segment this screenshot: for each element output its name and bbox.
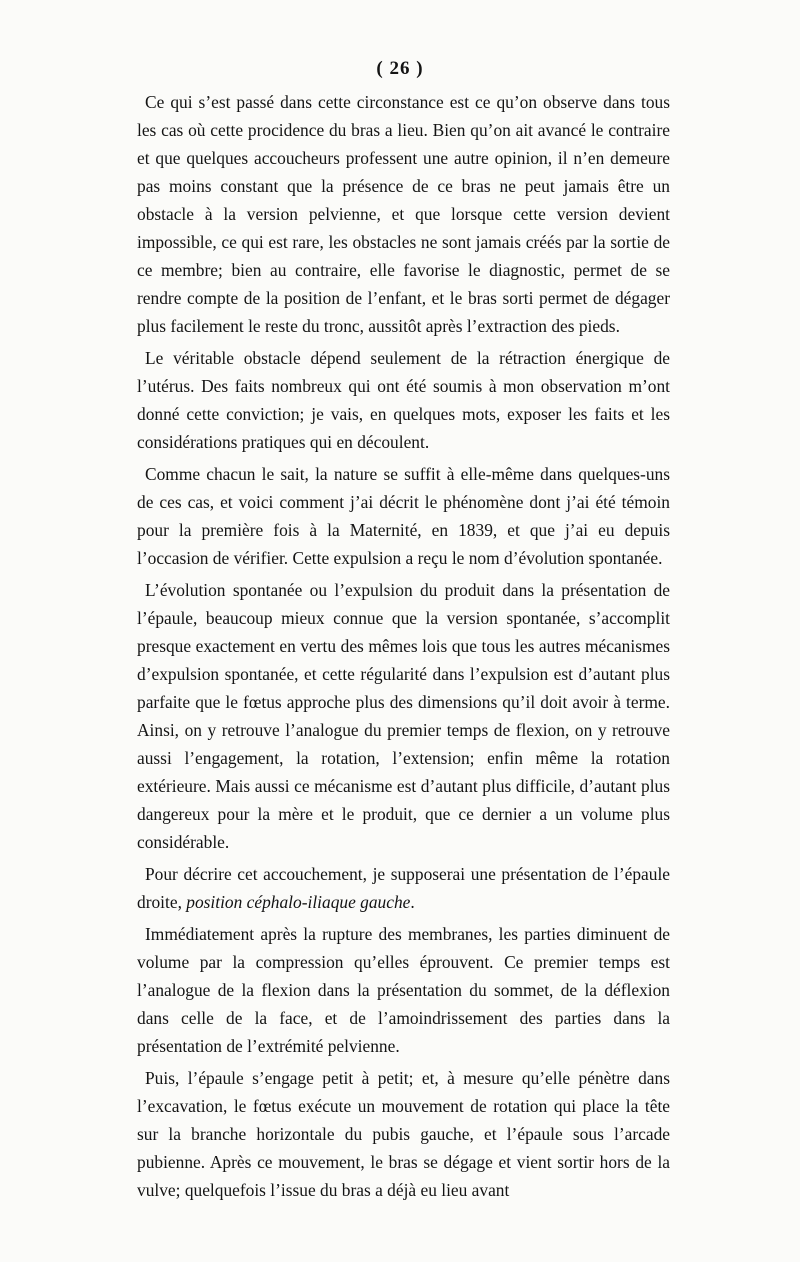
paragraph-7: Puis, l’épaule s’engage petit à petit; et, à mesure qu’elle pénètre dans l’excavation, le fœtus exécute un mouvement de rotation qui place la tête sur la branche horizontale du pubis gauche, et l’épaule sous l’arcade pubienne. Après ce mouvement, le bras se dégage et vient sortir hors de la vulve; quelquefois l’issue du bras a déjà eu lieu avant <box>137 1068 670 1200</box>
paragraph-5-end: . <box>410 892 415 912</box>
page-number: ( 26 ) <box>376 58 424 79</box>
paragraph-5-text: Pour décrire cet accouchement, je supposerai une présentation de l’épaule droite, <box>137 864 670 912</box>
paragraph-6: Immédiatement après la rupture des membranes, les parties diminuent de volume par la compression qu’elles éprouvent. Ce premier temps est l’analogue de la flexion dans la présentation du sommet, de la déflexion dans celle de la face, et de l’amoindrissement des parties dans la présentation de l’extrémité pelvienne. <box>137 924 670 1056</box>
body-text <box>137 88 670 1204</box>
paragraph-5 <box>137 860 670 916</box>
paragraph-4: L’évolution spontanée ou l’expulsion du produit dans la présentation de l’épaule, beaucoup mieux connue que la version spontanée, s’accomplit presque exactement en vertu des mêmes lois que tous les autres mécanismes d’expulsion spontanée, et cette régularité dans l’expulsion est d’autant plus parfaite que le fœtus approche plus des dimensions qu’il doit avoir à terme. Ainsi, on y retrouve l’analogue du premier temps de flexion, on y retrouve aussi l’engagement, la rotation, l’extension; enfin même la rotation extérieure. Mais aussi ce mécanisme est d’autant plus difficile, d’autant plus dangereux pour la mère et le produit, que ce dernier a un volume plus considérable. <box>137 580 670 852</box>
paragraph-3: Comme chacun le sait, la nature se suffit à elle-même dans quelques-uns de ces cas, et voici comment j’ai décrit le phénomène dont j’ai été témoin pour la première fois à la Maternité, en 1839, et que j’ai eu depuis l’occasion de vérifier. Cette expulsion a reçu le nom d’évolution spontanée. <box>137 464 670 568</box>
paragraph-5-italic: position céphalo-iliaque gauche <box>186 892 411 912</box>
paragraph-1: Ce qui s’est passé dans cette circonstance est ce qu’on observe dans tous les cas où cette procidence du bras a lieu. Bien qu’on ait avancé le contraire et que quelques accoucheurs professent une autre opinion, il n’en demeure pas moins constant que la présence de ce bras ne peut jamais être un obstacle à la version pelvienne, et que lorsque cette version devient impossible, ce qui est rare, les obstacles ne sont jamais créés par la sortie de ce membre; bien au contraire, elle favorise le diagnostic, permet de se rendre compte de la position de l’enfant, et le bras sorti permet de dégager plus facilement le reste du tronc, aussitôt après l’extraction des pieds. <box>137 92 670 336</box>
paragraph-2: Le véritable obstacle dépend seulement de la rétraction énergique de l’utérus. Des faits nombreux qui ont été soumis à mon observation m’ont donné cette conviction; je vais, en quelques mots, exposer les faits et les considérations pratiques qui en découlent. <box>137 348 670 452</box>
